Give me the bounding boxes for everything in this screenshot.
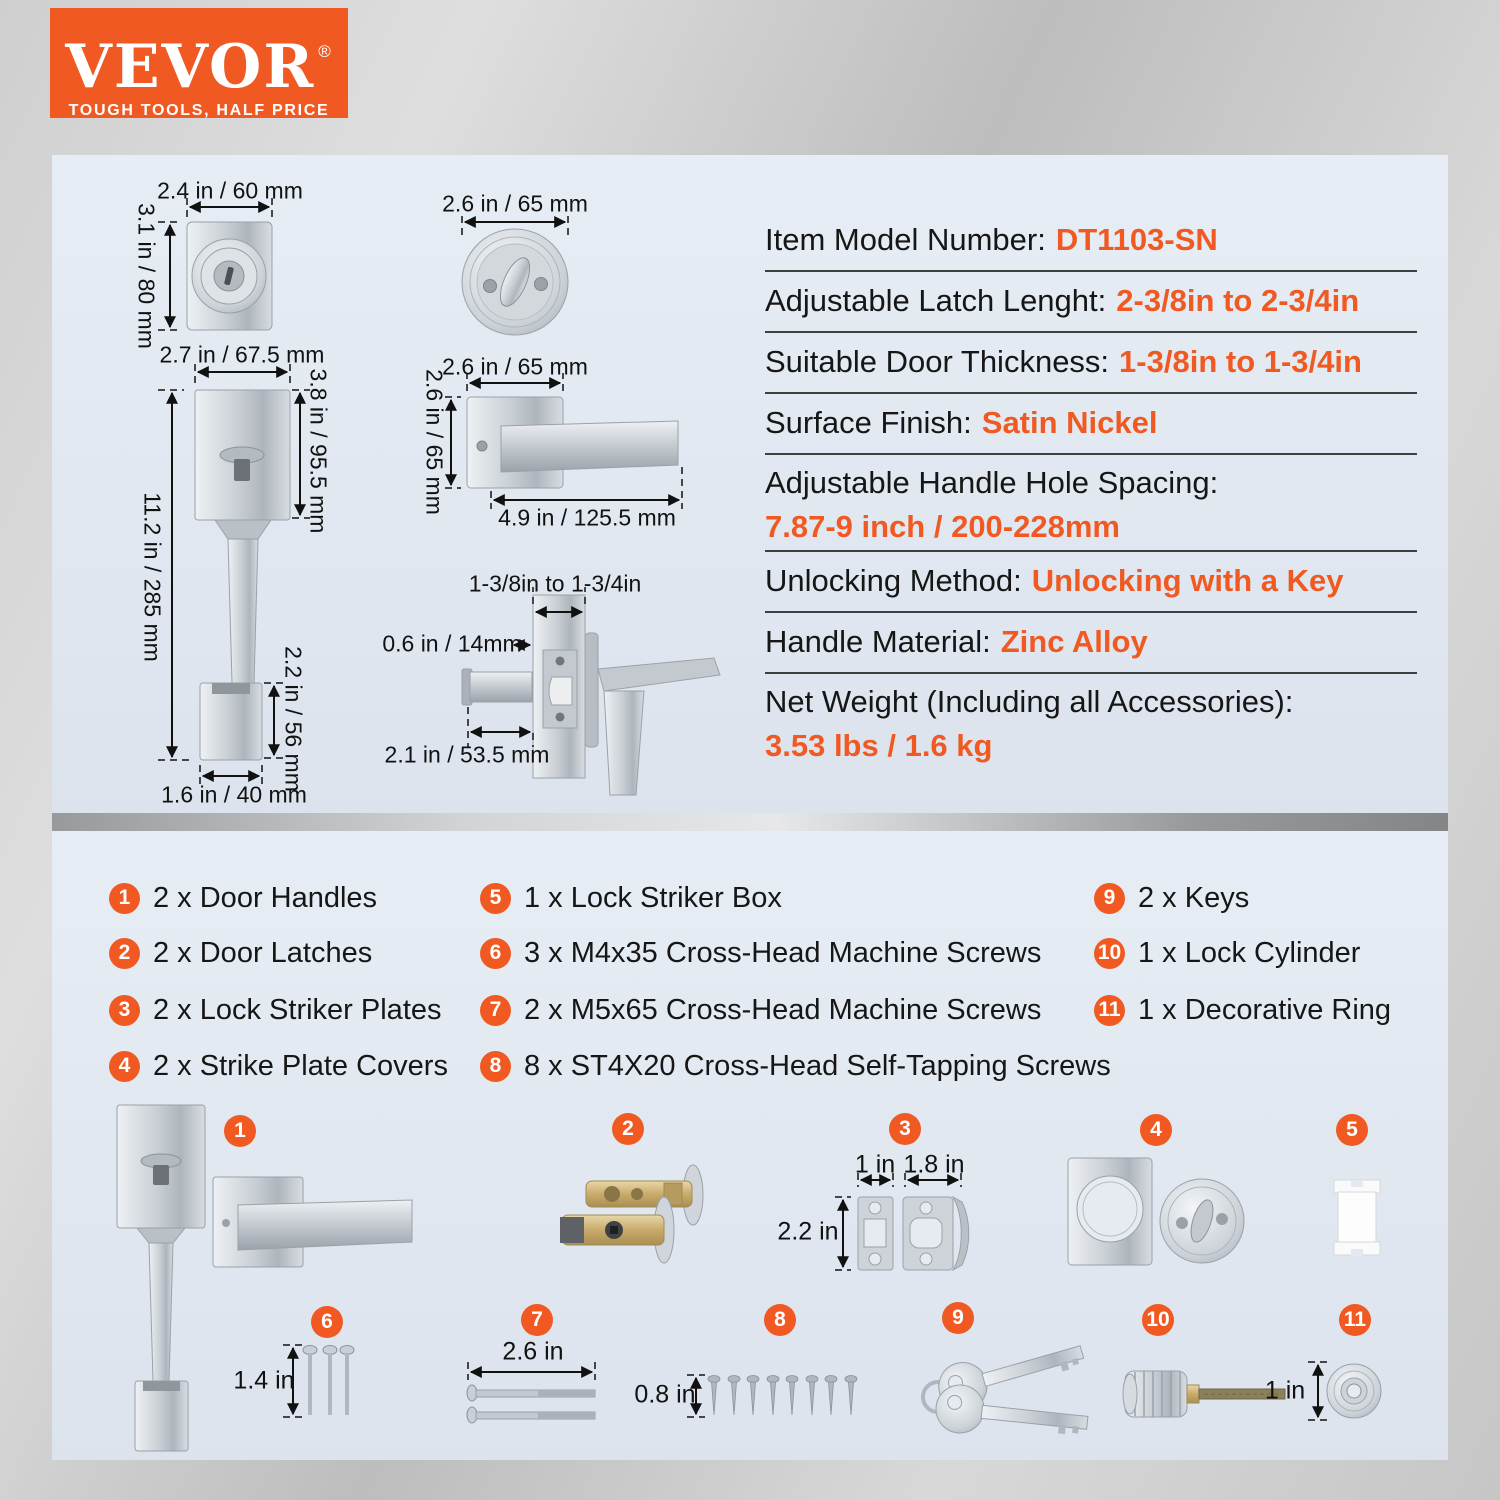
- spec-row-door-thickness: [765, 333, 1417, 394]
- keys-image: [923, 1329, 1090, 1446]
- decorative-ring-image: [1308, 1362, 1381, 1420]
- part-text: 8 x ST4X20 Cross-Head Self-Tapping Screws: [524, 1049, 1111, 1082]
- technical-drawings: [52, 155, 772, 815]
- part-text: 2 x Door Latches: [153, 936, 373, 969]
- self-tapping-screws-image: [687, 1375, 857, 1417]
- lock-striker-plates-image: [835, 1173, 969, 1270]
- part-text: 2 x Strike Plate Covers: [153, 1049, 448, 1082]
- dim-deadbolt-height: 3.1 in / 80 mm: [133, 203, 160, 349]
- part-number-badge: 3: [109, 995, 140, 1026]
- dim-handleset-bottom-width: 1.6 in / 40 mm: [161, 781, 307, 808]
- brand-tagline: TOUGH TOOLS, HALF PRICE: [68, 102, 330, 119]
- part-number-badge: 4: [109, 1051, 140, 1082]
- spec-value: Unlocking with a Key: [1031, 563, 1344, 598]
- lock-striker-box-image: [1334, 1180, 1380, 1256]
- dim-lever-length: 4.9 in / 125.5 mm: [498, 504, 676, 531]
- dim-striker-plate-small-width: 1 in: [854, 1150, 896, 1179]
- spec-row-net-weight: [765, 674, 1417, 771]
- package-contents-panel: [52, 831, 1448, 1460]
- dim-decorative-ring-diameter: 1 in: [1264, 1376, 1306, 1405]
- part-number-badge: 7: [480, 995, 511, 1026]
- part-number-badge: 8: [480, 1051, 511, 1082]
- spec-label: Item Model Number:: [765, 222, 1046, 257]
- figure-badge-6: 6: [311, 1306, 343, 1338]
- door-latches-image: [560, 1165, 703, 1263]
- part-text: 2 x Door Handles: [153, 881, 378, 914]
- figure-badge-3: 3: [889, 1113, 921, 1145]
- part-text: 2 x M5x65 Cross-Head Machine Screws: [524, 993, 1042, 1026]
- part-number-badge: 6: [480, 938, 511, 969]
- part-number-badge: 1: [109, 883, 140, 914]
- dim-lever-plate-height: 2.6 in / 65 mm: [421, 369, 448, 515]
- metal-divider: [52, 813, 1448, 831]
- spec-value: 7.87-9 inch / 200-228mm: [765, 509, 1120, 544]
- part-number-badge: 11: [1094, 995, 1125, 1026]
- dim-deadbolt-width: 2.4 in / 60 mm: [157, 177, 303, 204]
- spec-row-unlocking-method: [765, 552, 1417, 613]
- dim-handleset-plate-height: 3.8 in / 95.5 mm: [305, 368, 332, 534]
- spec-row-handle-material: [765, 613, 1417, 674]
- strike-plate-covers-image: [1068, 1158, 1244, 1265]
- spec-label: Surface Finish:: [765, 405, 972, 440]
- spec-list: [765, 211, 1417, 771]
- spec-value: DT1103-SN: [1055, 222, 1218, 257]
- part-number-badge: 5: [480, 883, 511, 914]
- figure-badge-10: 10: [1142, 1304, 1174, 1336]
- spec-value: 2-3/8in to 2-3/4in: [1116, 283, 1360, 318]
- spec-row-surface-finish: [765, 394, 1417, 455]
- dim-handleset-width: 2.7 in / 67.5 mm: [159, 341, 325, 368]
- dim-lever-plate-width: 2.6 in / 65 mm: [442, 353, 588, 380]
- registered-mark: ®: [318, 42, 333, 61]
- spec-label: Adjustable Latch Lenght:: [765, 283, 1107, 318]
- dim-striker-plate-height: 2.2 in: [777, 1217, 839, 1246]
- part-number-badge: 2: [109, 938, 140, 969]
- part-text: 3 x M4x35 Cross-Head Machine Screws: [524, 936, 1042, 969]
- part-text: 2 x Lock Striker Plates: [153, 993, 442, 1026]
- dim-latch-door-thickness: 1-3/8in to 1-3/4in: [468, 570, 642, 597]
- dim-latch-backset: 2.1 in / 53.5 mm: [384, 741, 550, 768]
- spec-panel: [52, 155, 1448, 813]
- part-text: 2 x Keys: [1138, 881, 1250, 914]
- figure-badge-8: 8: [764, 1304, 796, 1336]
- dim-thumbturn-diameter: 2.6 in / 65 mm: [442, 190, 588, 217]
- figure-badge-7: 7: [521, 1304, 553, 1336]
- part-text: 1 x Lock Striker Box: [524, 881, 782, 914]
- spec-label: Adjustable Handle Hole Spacing:: [765, 465, 1219, 500]
- spec-label: Handle Material:: [765, 624, 991, 659]
- dim-handleset-total-height: 11.2 in / 285 mm: [139, 492, 166, 662]
- part-text: 1 x Lock Cylinder: [1138, 936, 1361, 969]
- spec-row-latch-length: [765, 272, 1417, 333]
- spec-label: Net Weight (Including all Accessories):: [765, 684, 1294, 719]
- figure-badge-9: 9: [942, 1302, 974, 1334]
- figure-badge-5: 5: [1336, 1114, 1368, 1146]
- part-number-badge: 10: [1094, 938, 1125, 969]
- spec-label: Suitable Door Thickness:: [765, 344, 1110, 379]
- vevor-logo: [50, 8, 348, 118]
- spec-value: 1-3/8in to 1-3/4in: [1119, 344, 1362, 379]
- figure-badge-4: 4: [1140, 1114, 1172, 1146]
- m5-screws-image: [467, 1362, 595, 1423]
- lever-drawing: [445, 373, 682, 509]
- spec-value: 3.53 lbs / 1.6 kg: [765, 728, 993, 763]
- dim-latch-face-depth: 0.6 in / 14mm: [382, 630, 522, 657]
- brand-text: VEVOR: [65, 32, 316, 102]
- dim-striker-plate-large-width: 1.8 in: [903, 1150, 965, 1179]
- spec-row-hole-spacing: [765, 455, 1417, 552]
- lock-cylinder-image: [1123, 1371, 1285, 1417]
- spec-value: Zinc Alloy: [1000, 624, 1148, 659]
- brand-name: [50, 20, 348, 102]
- deadbolt-drawing: [158, 195, 272, 330]
- figure-badge-1: 1: [224, 1115, 256, 1147]
- dim-self-tapping-screw-length: 0.8 in: [634, 1380, 696, 1409]
- spec-value: Satin Nickel: [981, 405, 1158, 440]
- part-number-badge: 9: [1094, 883, 1125, 914]
- figure-badge-2: 2: [612, 1113, 644, 1145]
- door-handles-image: [117, 1105, 412, 1451]
- part-text: 1 x Decorative Ring: [1138, 993, 1392, 1026]
- figure-badge-11: 11: [1339, 1304, 1371, 1336]
- dim-m5-screw-length: 2.6 in: [502, 1337, 564, 1366]
- dim-m4-screw-length: 1.4 in: [233, 1366, 295, 1395]
- dim-handleset-bottom-height: 2.2 in / 56 mm: [280, 646, 307, 792]
- spec-row-model: [765, 211, 1417, 272]
- thumbturn-drawing: [462, 213, 568, 335]
- spec-label: Unlocking Method:: [765, 563, 1022, 598]
